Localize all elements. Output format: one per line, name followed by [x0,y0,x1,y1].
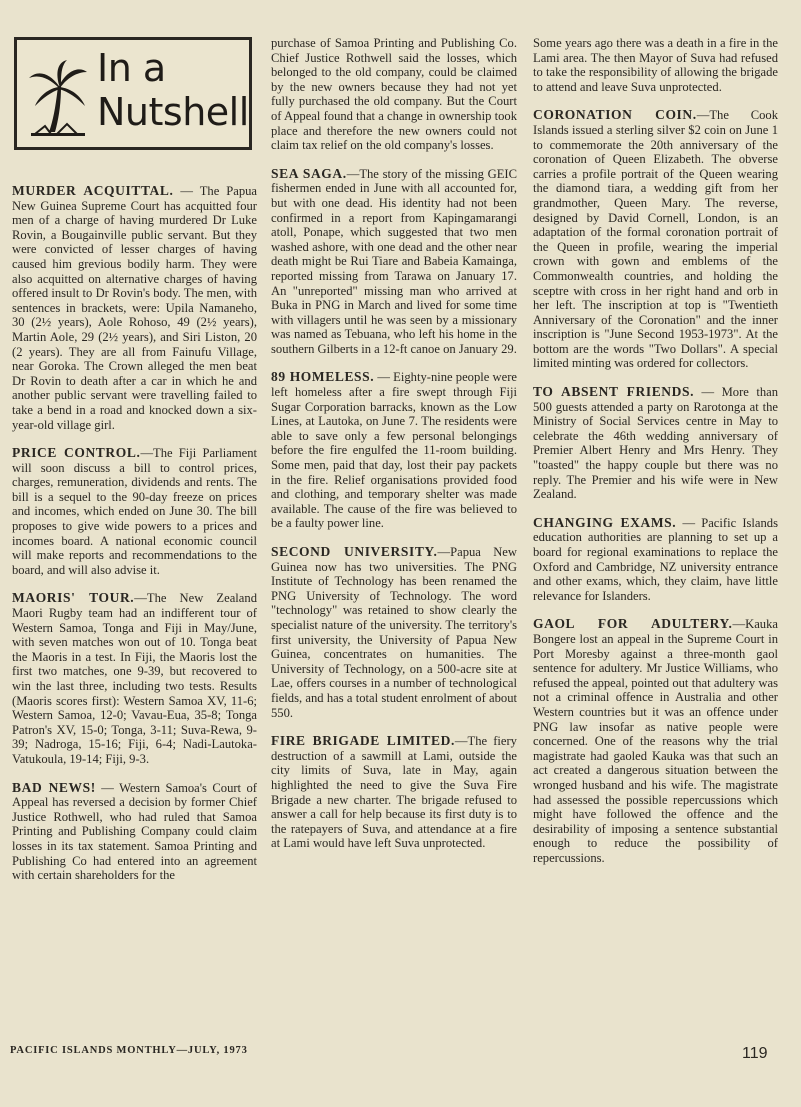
article [271,167,517,357]
article [271,36,517,153]
article-heading: PRICE CONTROL. [12,445,141,461]
article [533,516,778,604]
article-body: —Kauka Bongere lost an appeal in the Supreme Court in Port Moresby against a three-month gaol sentence for adultery. Mr Justice Williams, who refused the appeal, pointed out that adultery was not a criminal offence in Australia and other Western countries but it was an offence under PNG law insofar as native people were concerned. One of the reasons why the trial magistrate had gaoled Kauka was that such an act created a dangerous situation between the wronged husband and his wife. The magistrate had assessed the possible repercussions which might have followed the offence and the desirability of imposing a sentence substantial enough to reduce the possibility of repercussions. [533,617,778,865]
article-body: — The Papua New Guinea Supreme Court has acquitted four men of a charge of having murdered Dr Luke Rovin, a Bougainville public servant. But they were convicted of lesser charges of having caused him grevious bodily harm. They were also acquitted on alternative charges of having offered insult to Dr Rovin's body. The men, with sentences in brackets, were: Upila Namaneho, 30 (2½ years), Aole Rohoso, 49 (2½ years), Martin Aole, 29 (2½ years), and Siri Liston, 20 (2 years). They are all from Fainufu Village, near Goroka. The Crown alleged the men beat Dr Rovin to death after a car in which he and another public servant were travelling failed to take a bend in a road and knocked down a six-year-old village girl. [12,184,258,432]
article [533,108,778,371]
in-a-nutshell-masthead [14,37,252,150]
article-body: —The New Zealand Maori Rugby team had an indifferent tour of Western Samoa, Tonga and Fiji in May/June, with seven matches won out of 10. Tonga beat the Maoris in a test. In Fiji, the Maoris lost the first two matches, one 9-39, but recovered to win the last three, including two tests. Results (Maoris scores first): Western Samoa XV, 11-6; Western Samoa, 12-0; Vavau-Eua, 35-8; Tonga Patron's XV, 15-0; Tonga, 3-11; Suva-Rewa, 9-39; Nadroga, 15-16; Fiji, 6-4; Nadi-Lautoka-Vatukoula, 19-14; Fiji, 9-3. [12,591,257,766]
article [12,591,257,766]
article-body: —The Cook Islands issued a sterling silver $2 coin on June 1 to commemorate the 20th anniversary of the coronation of Queen Elizabeth. The obverse carries a profile portrait of the Queen wearing the diamond tiara, a wedding gift from her grandmother, Queen Mary. The reverse, designed by David Cornell, London, is an adaptation of the formal coronation portrait of the Queen in profile, wearing the imperial crown with gown and emblems of the Commonwealth countries, and holding the sceptre with cross in her right hand and orb in her left. The inscription at top is "Twentieth Anniversary of the Coronation" and the inner inscription is "June Second 1953-1973". At the bottom are the words "Two Dollars". A special limited minting was ordered for collectors. [533,108,778,371]
article [12,446,257,577]
article [271,370,517,531]
article-heading: BAD NEWS! [12,779,96,795]
article-heading: GAOL FOR ADULTERY. [533,616,733,632]
masthead-title [97,46,249,134]
article [533,36,778,94]
page-number: 119 [742,1045,768,1062]
article-body: —Papua New Guinea now has two universities. The PNG Institute of Technology has been renamed the PNG University of Technology. The word "technology" was retained to show clearly the specialist nature of the university. The territory's first university, the University of Papua New Guinea, concentrates on humanities. The University of Technology, on a 500-acre site at Lae, offers courses in a number of technological fields, and has a total student enrolment of about 550. [271,545,517,720]
masthead-line-1: In a [97,46,166,90]
article [12,781,257,883]
column-2 [271,36,517,865]
column-3 [533,36,778,879]
masthead-line-2: Nutshell [97,90,249,134]
article-body: — Eighty-nine people were left homeless after a fire swept through Fiji Sugar Corporation barracks, known as the Low Lines, at Lautoka, on June 7. The residents were able to save only a few personal belongings before the fire engulfed the 11-room building. Some men, paid that day, lost their pay packets in the fire. Relief organisations provided food and clothing, and temporary shelter was made available. The cause of the fire was believed to be a faulty power line. [271,370,517,531]
article-heading: MAORIS' TOUR. [12,590,135,606]
publication-footer: PACIFIC ISLANDS MONTHLY—JULY, 1973 [10,1045,248,1056]
article-heading: CHANGING EXAMS. [533,514,677,530]
article-body: —The fiery destruction of a sawmill at Lami, outside the city limits of Suva, late in May, again highlighted the need to give the Suva Fire Brigade a new charter. The brigade refused to answer a call for help because its first duty is to the ratepayers of Suva, and attendance at a fire at Lami would have left Suva unprotected. [271,734,517,851]
article-heading: SEA SAGA. [271,165,347,181]
article-heading: 89 HOMELESS. [271,369,375,385]
article-body: —The story of the missing GEIC fishermen ended in June with all accounted for, but with one dead. His identity had not been confirmed in a report from Kapingamarangi atoll, Ponape, which suggested that two men washed ashore, with one dead and the other near death might be Rui Tiare and Babeia Kamainga, reported missing from Tarawa on January 17. An "unreported" missing man who arrived at Buka in PNG in March and lived for some time with villagers until he was seen by a missionary was named as Tebuana, who left his home in the southern Gilberts in a 12-ft canoe on January 29. [271,166,517,356]
palm-tree-icon [27,58,89,138]
article [271,734,517,851]
article [12,184,257,432]
article-body: Some years ago there was a death in a fire in the Lami area. The then Mayor of Suva had refused to take the responsibility of allowing the brigade to attend and leave Suva unprotected. [533,36,778,94]
article [271,545,517,720]
article-body: — More than 500 guests attended a party on Rarotonga at the Ministry of Social Services centre in May to celebrate the 46th wedding anniversary of Premier Albert Henry and Mrs Henry. They "toasted" the happy couple but there was no reply. The Premier and his wife were in New Zealand. [533,385,779,502]
column-1-articles [12,184,257,897]
article-body: — Pacific Islands education authorities are planning to set up a board for regional examinations to replace the Oxford and Cambridge, NZ university entrance and other exams, which, they claim, have little relevance for Islanders. [533,515,778,603]
article-body: —The Fiji Parliament will soon discuss a bill to control prices, charges, remuneration, dividends and rents. The bill is a sequel to the 90-day freeze on prices and incomes, which ended on June 30. The bill proposes to give wide powers to a prices and incomes board. A national economic council will make reports and recommendations to the board, and will also advise it. [12,446,257,577]
article-heading: MURDER ACQUITTAL. [12,183,174,198]
article [533,617,778,865]
article-body: purchase of Samoa Printing and Publishing Co. Chief Justice Rothwell said the losses, which belonged to the old company, could be claimed by the new owners because they had not yet fully purchased the old company. But the Court of Appeal found that a change in ownership took place and therefore the new owners could not claim tax relief on the old company's losses. [271,36,517,153]
article-heading: CORONATION COIN. [533,107,697,123]
article-body: — Western Samoa's Court of Appeal has reversed a decision by former Chief Justice Rothwell, who had ruled that Samoa Printing and Publishing Company could claim losses in its tax statement. Samoa Printing and Publishing Co had entered into an agreement with certain shareholders for the [12,780,257,883]
article-heading: SECOND UNIVERSITY. [271,544,438,559]
article [533,385,778,502]
article-heading: TO ABSENT FRIENDS. [533,384,695,400]
article-heading: FIRE BRIGADE LIMITED. [271,733,455,749]
